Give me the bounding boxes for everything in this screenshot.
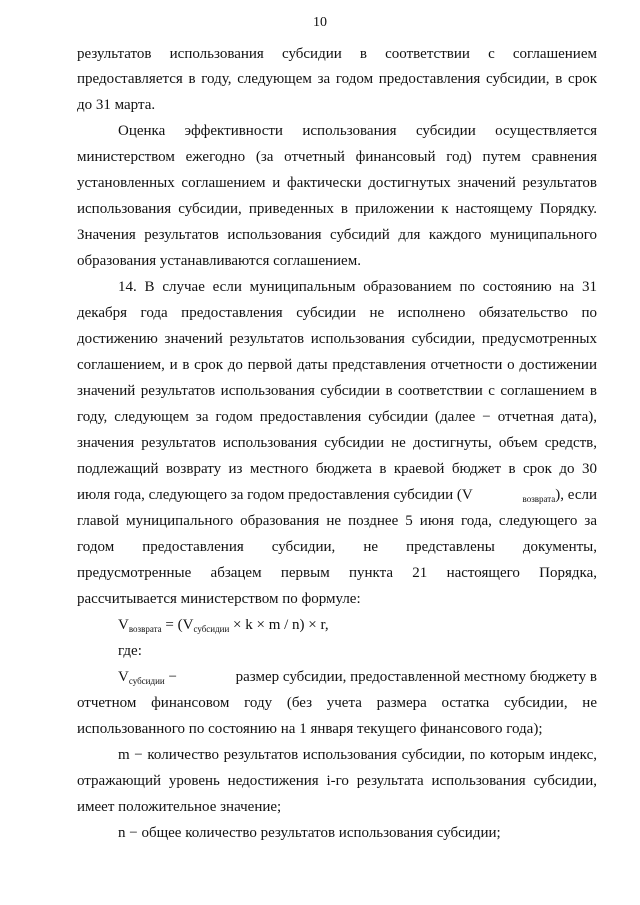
text-line: предусмотренные абзацем первым пункта 21 настоящего Порядка, [77, 565, 597, 581]
subscript: субсидии [128, 676, 165, 686]
text-line: использованного по состоянию на 1 января текущего финансового года); [77, 721, 543, 737]
text-line: отчетном финансовом году (без учета размера остатка субсидии, не [77, 695, 597, 711]
text-line: n − общее количество результатов использования субсидии; [118, 825, 501, 841]
text-line: до 31 марта. [77, 97, 156, 113]
text-line: имеет положительное значение; [77, 799, 282, 815]
text-line: установленных соглашением и фактически достигнутых значений результатов [77, 175, 597, 191]
text-line: соглашением, и в срок до первой даты представления отчетности о достижении [77, 357, 597, 373]
paragraph-first-line: Оценка эффективности использования субсидии осуществляется [118, 123, 597, 139]
text-line: где: [118, 643, 142, 659]
subscript: возврата [522, 494, 556, 504]
text-line: значений результатов использования субсидии в соответствии с соглашением в [77, 383, 597, 399]
text-line: Значения результатов использования субсидий для каждого муниципального [77, 227, 597, 243]
text-line [77, 485, 597, 505]
formula-symbol: V [118, 617, 129, 633]
text-line: годом предоставления субсидии, не представлены документы, [77, 539, 597, 555]
text-segment: июля года, следующего за годом предоставления субсидии (V [77, 487, 473, 503]
text-segment: ), если [555, 487, 597, 503]
text-line: декабря года предоставления субсидии не исполнено обязательство по [77, 305, 597, 321]
text-line: министерством ежегодно (за отчетный финансовый год) путем сравнения [77, 149, 597, 165]
text-line: рассчитывается министерством по формуле: [77, 591, 361, 607]
text-line: отражающий уровень недостижения i-го результата использования субсидии, [77, 773, 597, 789]
text-line: результатов использования субсидии в соответствии с соглашением [77, 46, 597, 62]
text-line: достижению значений результатов использования субсидии, предусмотренных [77, 331, 597, 347]
text-line: подлежащий возврату из местного бюджета в краевой бюджет в срок до 30 [77, 461, 597, 477]
subscript: возврата [128, 624, 162, 634]
text-line: году, следующем за годом предоставления субсидии (далее − отчетная дата), [77, 409, 597, 425]
subscript: субсидии [193, 624, 230, 634]
formula-part: × k × m / n) × r, [229, 617, 329, 633]
formula-symbol: V [118, 669, 129, 685]
paragraph-first-line: 14. В случае если муниципальным образованием по состоянию на 31 [118, 279, 597, 295]
text-segment: размер субсидии, предоставленной местному бюджету в [235, 669, 597, 685]
page-number: 10 [313, 15, 327, 30]
text-line: образования устанавливаются соглашением. [77, 253, 361, 269]
text-line: предоставляется в году, следующем за годом предоставления субсидии, в срок [77, 71, 597, 87]
paragraph-first-line: m − количество результатов использования субсидии, по которым индекс, [118, 747, 597, 763]
formula [118, 615, 597, 635]
definition-line [118, 667, 597, 687]
text-line: главой муниципального образования не позднее 5 июня года, следующего за [77, 513, 597, 529]
formula-part: = (V [161, 617, 194, 633]
text-line: значения результатов использования субсидии не достигнуты, объем средств, [77, 435, 597, 451]
text-segment: − [164, 669, 177, 685]
text-line: использования субсидии, приведенных в приложении к настоящему Порядку. [77, 201, 597, 217]
